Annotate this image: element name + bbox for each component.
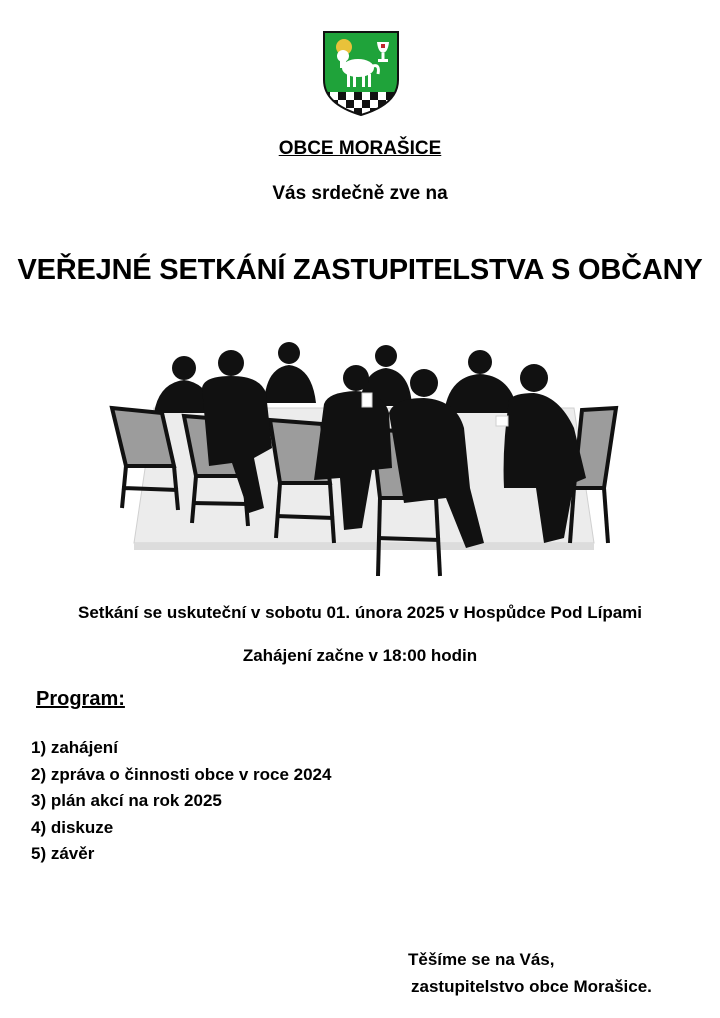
org-name: OBCE MORAŠICE [278,138,442,159]
program-item: 4) diskuze [31,817,114,837]
invite-text: Vás srdečně zve na [272,183,448,204]
page-title: VEŘEJNÉ SETKÁNÍ ZASTUPITELSTVA S OBČANY [17,254,703,286]
meeting-table-silhouette-icon [104,338,622,584]
municipal-coat-of-arms-icon [322,30,400,116]
start-time-info: Zahájení začne v 18:00 hodin [242,646,478,665]
meeting-info: Setkání se uskuteční v sobotu 01. února 2025 v Hospůdce Pod Lípami [78,603,642,622]
program-heading: Program: [36,688,125,710]
closing-signature [408,946,652,1000]
program-item: 5) závěr [31,844,95,863]
program-item: 3) plán akcí na rok 2025 [31,791,222,810]
program-item: 2) zpráva o činnosti obce v roce 2024 [31,764,332,784]
closing-signoff: zastupitelstvo obce Morašice. [411,977,652,996]
closing-greeting: Těšíme se na Vás, [408,950,555,969]
program-list [31,735,331,868]
program-item: 1) zahájení [31,738,118,757]
